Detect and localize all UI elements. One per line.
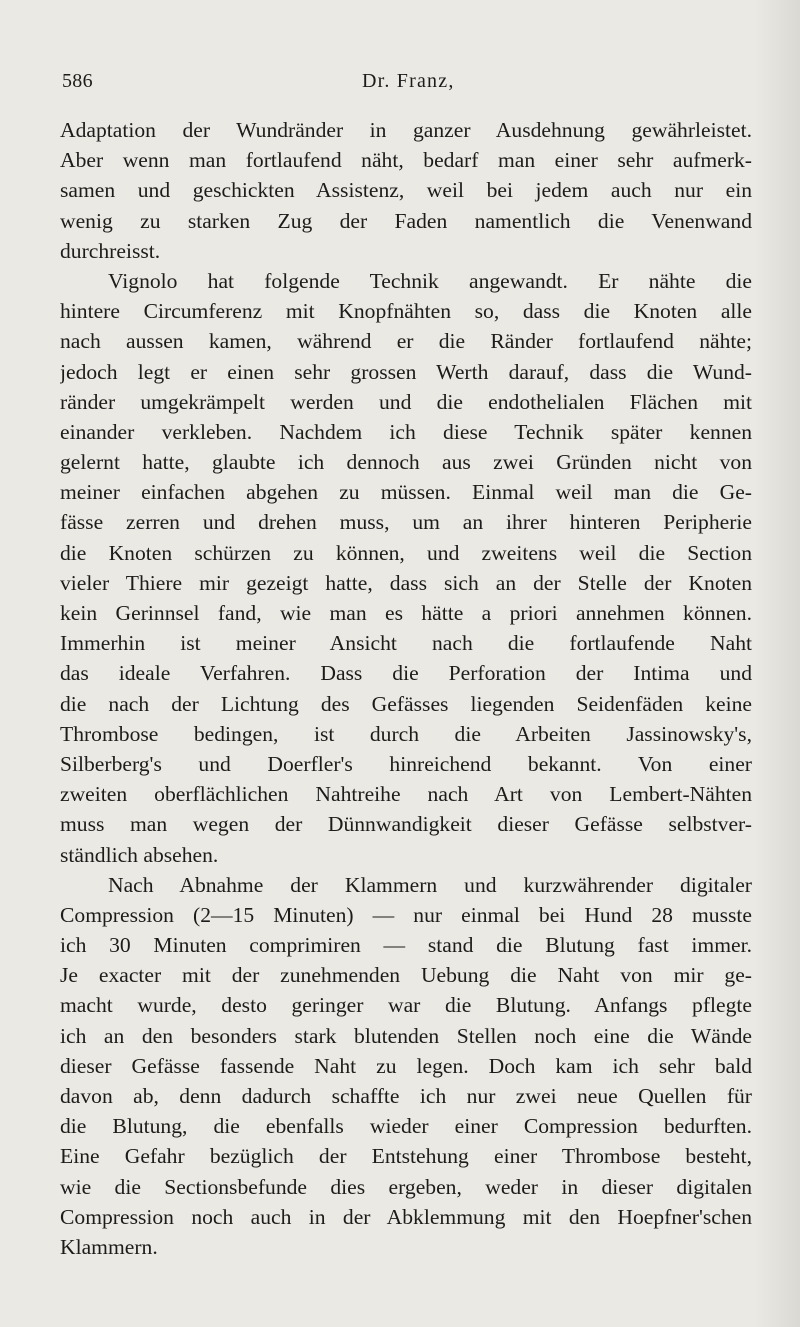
text-line: Immerhin ist meiner Ansicht nach die fortlaufende Naht	[60, 631, 752, 656]
text-line: durchreisst.	[60, 238, 161, 263]
text-line: Aber wenn man fortlaufend näht, bedarf man einer sehr aufmerk-	[60, 148, 752, 173]
page-number: 586	[62, 70, 93, 92]
text-line: Nach Abnahme der Klammern und kurzwährender digitaler	[108, 872, 752, 897]
text-line: ränder umgekrämpelt werden und die endothelialen Flächen mit	[60, 389, 752, 414]
text-line: Adaptation der Wundränder in ganzer Ausdehnung gewährleistet.	[60, 118, 752, 142]
text-line: Compression (2—15 Minuten) — nur einmal bei Hund 28 musste	[60, 902, 752, 927]
text-line: macht wurde, desto geringer war die Blutung. Anfangs pflegte	[60, 993, 752, 1018]
text-line: wie die Sectionsbefunde dies ergeben, weder in dieser digitalen	[60, 1174, 752, 1199]
text-line: dieser Gefässe fassende Naht zu legen. Doch kam ich sehr bald	[60, 1053, 752, 1078]
page-header	[62, 70, 752, 106]
text-line: meiner einfachen abgehen zu müssen. Einmal weil man die Ge-	[60, 480, 752, 505]
text-line: jedoch legt er einen sehr grossen Werth darauf, dass die Wund-	[60, 359, 752, 384]
text-line: hintere Circumferenz mit Knopfnähten so, dass die Knoten alle	[60, 299, 752, 324]
text-line: ständlich absehen.	[60, 842, 219, 867]
text-line: gelernt hatte, glaubte ich dennoch aus zwei Gründen nicht von	[60, 450, 752, 475]
text-line: Silberberg's und Doerfler's hinreichend bekannt. Von einer	[60, 751, 752, 776]
text-line: zweiten oberflächlichen Nahtreihe nach Art von Lembert-Nähten	[60, 782, 752, 807]
text-line: die nach der Lichtung des Gefässes liegenden Seidenfäden keine	[60, 691, 752, 716]
page-edge-shadow	[754, 0, 800, 1327]
text-line: Je exacter mit der zunehmenden Uebung die Naht von mir ge-	[60, 963, 752, 988]
text-line: ich an den besonders stark blutenden Stellen noch eine die Wände	[60, 1023, 752, 1048]
text-line: die Blutung, die ebenfalls wieder einer Compression bedurften.	[60, 1114, 752, 1139]
text-line: Klammern.	[60, 1234, 158, 1259]
text-line: Vignolo hat folgende Technik angewandt. Er nähte die	[108, 268, 752, 293]
text-line: nach aussen kamen, während er die Ränder fortlaufend nähte;	[60, 329, 752, 354]
text-line: das ideale Verfahren. Dass die Perforation der Intima und	[60, 661, 752, 686]
text-line: ich 30 Minuten comprimiren — stand die Blutung fast immer.	[60, 933, 752, 958]
text-line: fässe zerren und drehen muss, um an ihrer hinteren Peripherie	[60, 510, 752, 535]
body-text	[60, 115, 752, 1262]
running-head: Dr. Franz,	[362, 70, 455, 92]
text-line: Compression noch auch in der Abklemmung mit den Hoepfner'schen	[60, 1204, 752, 1229]
text-line: einander verkleben. Nachdem ich diese Technik später kennen	[60, 419, 752, 444]
text-line: samen und geschickten Assistenz, weil bei jedem auch nur ein	[60, 178, 752, 203]
text-line: Thrombose bedingen, ist durch die Arbeiten Jassinowsky's,	[60, 721, 752, 746]
text-line: die Knoten schürzen zu können, und zweitens weil die Section	[60, 540, 752, 565]
text-line: Eine Gefahr bezüglich der Entstehung einer Thrombose besteht,	[60, 1144, 752, 1169]
text-line: muss man wegen der Dünnwandigkeit dieser Gefässe selbstver-	[60, 812, 752, 837]
text-line: vieler Thiere mir gezeigt hatte, dass sich an der Stelle der Knoten	[60, 570, 752, 595]
text-line: wenig zu starken Zug der Faden namentlich die Venenwand	[60, 208, 752, 233]
text-line: kein Gerinnsel fand, wie man es hätte a priori annehmen können.	[60, 601, 752, 625]
text-line: davon ab, denn dadurch schaffte ich nur zwei neue Quellen für	[60, 1084, 752, 1108]
